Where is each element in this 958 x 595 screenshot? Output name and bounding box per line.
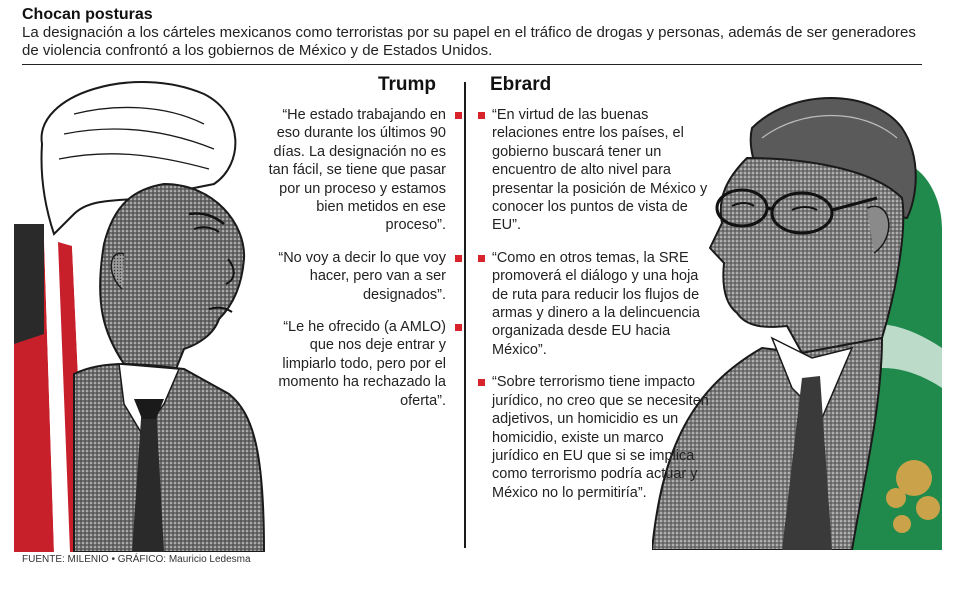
trump-quote-2 <box>256 249 448 304</box>
trump-heading: Trump <box>377 74 436 95</box>
red-bullet-icon <box>478 379 485 386</box>
infographic-title: Chocan posturas <box>22 6 153 23</box>
trump-quotes <box>256 106 448 424</box>
trump-quote-3 <box>256 318 448 410</box>
red-bullet-icon <box>455 324 462 331</box>
ebrard-heading: Ebrard <box>490 74 552 95</box>
source-credit: FUENTE: MILENIO • GRÁFICO: Mauricio Ledesma <box>22 554 251 565</box>
red-bullet-icon <box>478 112 485 119</box>
trump-illustration <box>14 74 280 552</box>
ebrard-quotes <box>478 106 710 516</box>
quote-text: “Sobre terrorismo tiene impacto jurídico, no creo que se necesiten adjetivos, un homicidio es un homicidio, existe un marco jurídico en EU que si se implica como terrorismo podría actuar y México no lo permitiría”. <box>492 374 709 501</box>
red-bullet-icon <box>455 112 462 119</box>
quote-text: “Como en otros temas, la SRE promoverá el diálogo y una hoja de ruta para reducir los flujos de armas y dinero a la delincuencia organizada desde EU hacia México”. <box>492 249 700 358</box>
center-divider <box>464 82 466 548</box>
quote-text: “He estado trabajando en eso durante los últimos 90 días. La designación no es tan fácil, se tiene que pasar por un proceso y estamos bien metidos en ese proceso”. <box>268 107 446 234</box>
red-bullet-icon <box>455 255 462 262</box>
red-bullet-icon <box>478 255 485 262</box>
ebrard-quote-2 <box>478 249 710 359</box>
trump-quote-1 <box>256 106 448 235</box>
quote-text: “No voy a decir lo que voy hacer, pero van a ser designados”. <box>278 249 446 303</box>
quote-text: “En virtud de las buenas relaciones entre los países, el gobierno buscará tener un encuentro de alto nivel para presentar la posición de México y conocer los puntos de vista de EU”. <box>492 107 708 234</box>
infographic-subtitle: La designación a los cárteles mexicanos como terroristas por su papel en el tráfico de drogas y personas, además de ser generadores de violencia confrontó a los gobiernos de México y de Estados Unidos. <box>22 24 916 59</box>
ebrard-quote-1 <box>478 106 710 235</box>
ebrard-quote-3 <box>478 373 710 502</box>
header-rule <box>22 64 922 65</box>
quote-text: “Le he ofrecido (a AMLO) que nos deje entrar y limpiarlo todo, pero por el momento ha rechazado la oferta”. <box>278 319 446 409</box>
